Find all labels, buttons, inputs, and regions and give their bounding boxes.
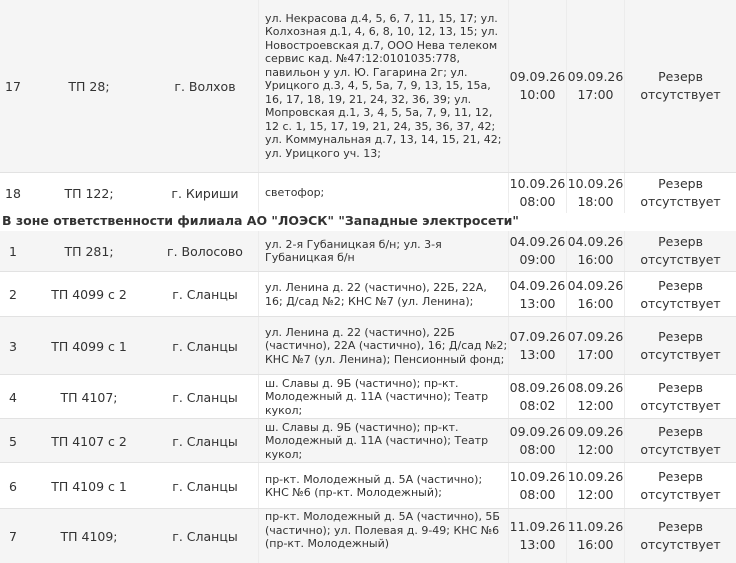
table-row — [0, 0, 736, 172]
end-datetime: 09.09.26 12:00 — [566, 419, 624, 463]
start-datetime: 09.09.26 10:00 — [508, 0, 566, 172]
address-cell — [258, 231, 508, 271]
city-name: г. Сланцы — [172, 478, 238, 494]
address-text: ул. 2-я Губаницкая б/н; ул. 3-я Губаницкая б/н — [265, 237, 442, 264]
city-name: г. Сланцы — [172, 433, 238, 449]
address-text: ул. Ленина д. 22 (частично), 22Б (частично), 22А (частично), 16; Д/сад №2; КНС №7 (ул. Ленина); Пенсионный фонд; — [265, 325, 508, 366]
address-cell — [258, 375, 508, 419]
table-row — [0, 508, 736, 563]
table-row — [0, 172, 736, 213]
start-datetime: 04.09.26 13:00 — [508, 272, 566, 317]
substation-name: ТП 4107; — [60, 389, 118, 405]
address-cell — [258, 419, 508, 463]
reserve-status: Резерв отсутствует — [624, 231, 736, 271]
address-cell — [258, 0, 508, 172]
substation-name: ТП 28; — [68, 78, 110, 94]
end-datetime: 10.09.26 12:00 — [566, 463, 624, 509]
table-row — [0, 316, 736, 375]
end-datetime: 04.09.26 16:00 — [566, 231, 624, 271]
table-row — [0, 418, 736, 463]
table-row — [0, 374, 736, 419]
reserve-status: Резерв отсутствует — [624, 317, 736, 375]
start-datetime: 07.09.26 13:00 — [508, 317, 566, 375]
start-datetime: 08.09.26 08:02 — [508, 375, 566, 419]
substation-name: ТП 4107 с 2 — [51, 433, 127, 449]
address-text: ш. Славы д. 9Б (частично); пр-кт. Молодежный д. 11А (частично); Театр кукол; — [265, 376, 489, 417]
city-name: г. Сланцы — [172, 389, 238, 405]
substation-name: ТП 122; — [64, 185, 114, 201]
start-datetime: 10.09.26 08:00 — [508, 173, 566, 213]
substation-name: ТП 4099 с 1 — [51, 338, 127, 354]
end-datetime: 08.09.26 12:00 — [566, 375, 624, 419]
row-number: 7 — [9, 528, 17, 544]
section-heading: В зоне ответственности филиала АО "ЛОЭСК" "Западные электросети" — [2, 213, 519, 228]
city-name: г. Кириши — [171, 185, 239, 201]
address-cell — [258, 509, 508, 563]
row-number: 3 — [9, 338, 17, 354]
address-text: ш. Славы д. 9Б (частично); пр-кт. Молодежный д. 11А (частично); Театр кукол; — [265, 420, 489, 461]
row-number: 18 — [5, 185, 21, 201]
start-datetime: 10.09.26 08:00 — [508, 463, 566, 509]
substation-name: ТП 4099 с 2 — [51, 287, 127, 302]
address-cell — [258, 463, 508, 509]
reserve-status: Резерв отсутствует — [624, 509, 736, 563]
reserve-status: Резерв отсутствует — [624, 463, 736, 509]
row-number: 6 — [9, 478, 17, 494]
substation-name: ТП 4109 с 1 — [51, 478, 127, 494]
row-number: 17 — [5, 78, 21, 94]
city-name: г. Сланцы — [172, 287, 238, 302]
row-number: 5 — [9, 433, 17, 449]
city-name: г. Сланцы — [172, 528, 238, 544]
address-text: светофор; — [265, 186, 325, 200]
reserve-status: Резерв отсутствует — [624, 272, 736, 317]
start-datetime: 11.09.26 13:00 — [508, 509, 566, 563]
reserve-status: Резерв отсутствует — [624, 0, 736, 172]
end-datetime: 10.09.26 18:00 — [566, 173, 624, 213]
end-datetime: 09.09.26 17:00 — [566, 0, 624, 172]
address-text: ул. Некрасова д.4, 5, 6, 7, 11, 15, 17; ул. Колхозная д.1, 4, 6, 8, 10, 12, 13, 15; ул. Новостроевская д.7, ООО Нева телеком сервис кад. №47:12:0101035:778, павильон у ул. Ю. Гагарина 2г; ул. Урицкого д.3, 4, 5, 5а, 7, 9, 13, 15, 15а, 16, 17, 18, 19, 21, 24, 32, 36, 39; ул. Мопровская д.1, 3, 4, 5, 5а, 7, 9, 11, 12, 12 с. 1, 15, 17, 19, 21, 24, 35, 36, 37, 42; ул. Коммунальная д.7, 13, 14, 15, 21, 42; ул. Урицкого уч. 13; — [265, 11, 502, 160]
table-row — [0, 462, 736, 509]
substation-name: ТП 4109; — [60, 528, 118, 544]
reserve-status: Резерв отсутствует — [624, 173, 736, 213]
city-name: г. Сланцы — [172, 338, 238, 354]
start-datetime: 09.09.26 08:00 — [508, 419, 566, 463]
address-cell — [258, 272, 508, 317]
end-datetime: 11.09.26 16:00 — [566, 509, 624, 563]
reserve-status: Резерв отсутствует — [624, 375, 736, 419]
address-text: пр-кт. Молодежный д. 5А (частично); КНС №6 (пр-кт. Молодежный); — [265, 472, 483, 499]
row-number: 2 — [9, 287, 17, 302]
address-cell — [258, 173, 508, 213]
table-row — [0, 231, 736, 271]
address-text: ул. Ленина д. 22 (частично), 22Б, 22А, 16; Д/сад №2; КНС №7 (ул. Ленина); — [265, 281, 487, 308]
start-datetime: 04.09.26 09:00 — [508, 231, 566, 271]
reserve-status: Резерв отсутствует — [624, 419, 736, 463]
city-name: г. Волосово — [167, 243, 243, 259]
substation-name: ТП 281; — [64, 243, 114, 259]
row-number: 1 — [9, 243, 17, 259]
end-datetime: 04.09.26 16:00 — [566, 272, 624, 317]
table-row — [0, 271, 736, 317]
address-cell — [258, 317, 508, 375]
address-text: пр-кт. Молодежный д. 5А (частично), 5Б (частично); ул. Полевая д. 9-49; КНС №6 (пр-кт. Молодежный) — [265, 510, 500, 550]
row-number: 4 — [9, 389, 17, 405]
end-datetime: 07.09.26 17:00 — [566, 317, 624, 375]
city-name: г. Волхов — [174, 78, 236, 94]
